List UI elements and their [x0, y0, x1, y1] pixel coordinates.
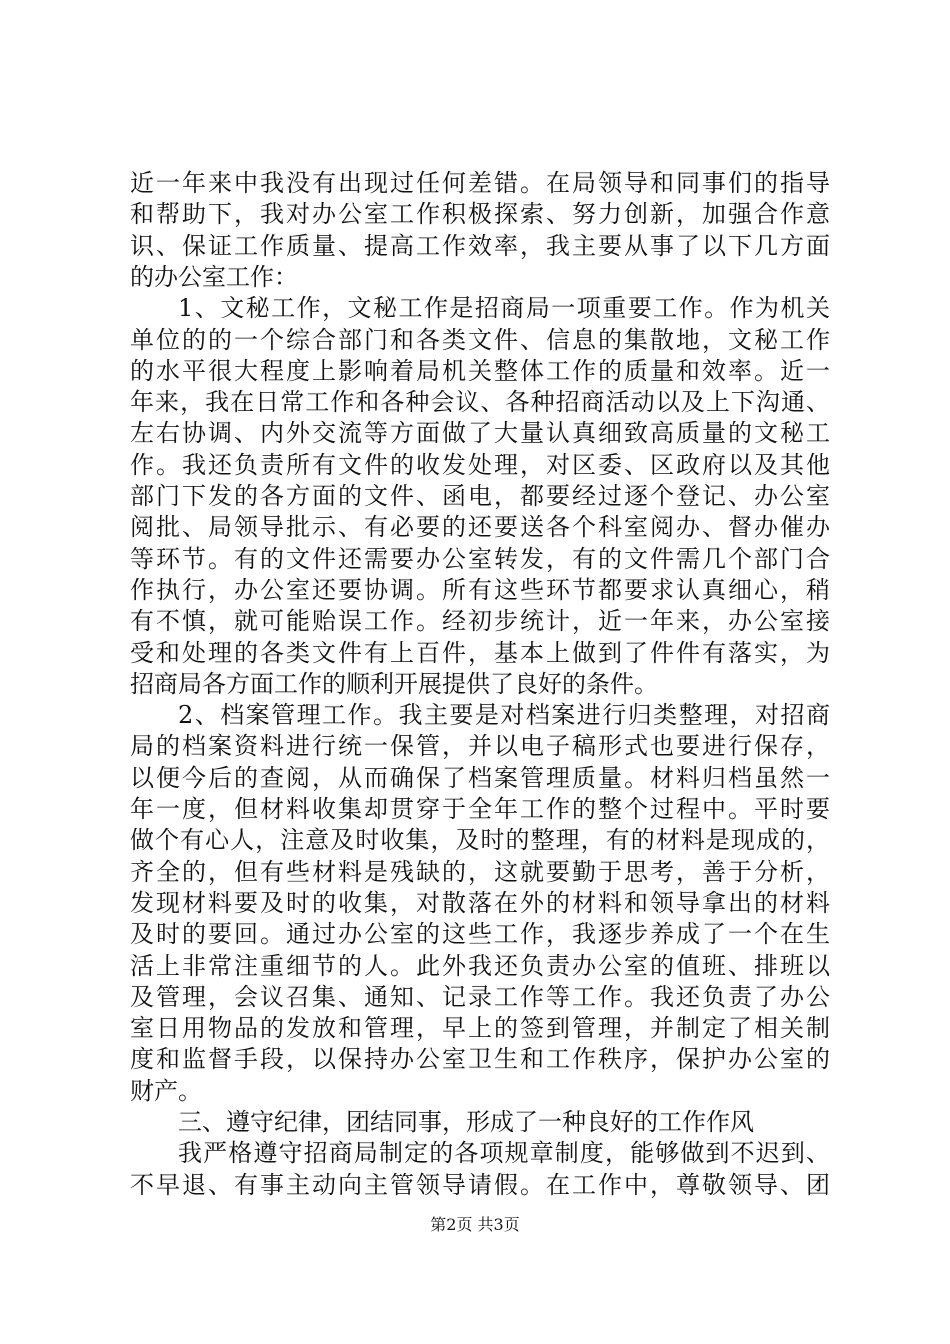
text-line: 发现材料要及时的收集，对散落在外的材料和领导拿出的材料	[130, 888, 830, 917]
text-line: 受和处理的各类文件有上百件，基本上做到了件件有落实，为	[130, 638, 830, 667]
text-line: 近一年来中我没有出现过任何差错。在局领导和同事们的指导	[130, 169, 830, 197]
text-line: 及管理，会议召集、通知、记录工作等工作。我还负责了办公	[130, 982, 830, 1011]
text-line: 齐全的，但有些材料是残缺的，这就要勤于思考，善于分析，	[130, 857, 830, 886]
text-line: 财产。	[130, 1076, 202, 1105]
text-line: 年一度，但材料收集却贯穿于全年工作的整个过程中。平时要	[130, 795, 830, 823]
text-line: 的办公室工作：	[130, 262, 298, 291]
text-line: 局的档案资料进行统一保管，并以电子稿形式也要进行保存，	[130, 732, 830, 761]
text-line: 和帮助下，我对办公室工作积极探索、努力创新，加强合作意	[130, 200, 830, 229]
text-line: 室日用物品的发放和管理，早上的签到管理，并制定了相关制	[130, 1014, 830, 1043]
text-line: 等环节。有的文件还需要办公室转发，有的文件需几个部门合	[130, 544, 830, 573]
text-line: 作。我还负责所有文件的收发处理，对区委、区政府以及其他	[130, 450, 830, 479]
page-footer: 第2页 共3页	[430, 1215, 520, 1234]
text-line: 识、保证工作质量、提高工作效率，我主要从事了以下几方面	[130, 231, 830, 260]
text-line: 部门下发的各方面的文件、函电，都要经过逐个登记、办公室	[130, 482, 830, 510]
text-line: 及时的要回。通过办公室的这些工作，我逐步养成了一个在生	[130, 920, 830, 949]
text-line: 的水平很大程度上影响着局机关整体工作的质量和效率。近一	[130, 356, 830, 385]
text-line: 1、文秘工作，文秘工作是招商局一项重要工作。作为机关	[178, 294, 830, 323]
text-line: 单位的的一个综合部门和各类文件、信息的集散地，文秘工作	[130, 325, 830, 354]
text-line: 度和监督手段，以保持办公室卫生和工作秩序，保护办公室的	[130, 1045, 830, 1074]
text-line: 有不慎，就可能贻误工作。经初步统计，近一年来，办公室接	[130, 607, 830, 636]
text-line: 以便今后的查阅，从而确保了档案管理质量。材料归档虽然一	[130, 763, 830, 792]
text-line: 阅批、局领导批示、有必要的还要送各个科室阅办、督办催办	[130, 513, 830, 542]
text-line: 年来，我在日常工作和各种会议、各种招商活动以及上下沟通、	[130, 388, 830, 417]
text-line: 招商局各方面工作的顺利开展提供了良好的条件。	[130, 669, 658, 698]
text-line: 2、档案管理工作。我主要是对档案进行归类整理，对招商	[178, 701, 830, 730]
text-line: 做个有心人，注意及时收集，及时的整理，有的材料是现成的，	[130, 826, 830, 855]
text-line: 作执行，办公室还要协调。所有这些环节都要求认真细心，稍	[130, 575, 830, 604]
text-line: 左右协调、内外交流等方面做了大量认真细致高质量的文秘工	[130, 419, 830, 448]
text-line: 不早退、有事主动向主管领导请假。在工作中，尊敬领导、团	[130, 1170, 830, 1199]
text-line: 三、遵守纪律，团结同事，形成了一种良好的工作作风	[178, 1108, 754, 1136]
text-line: 活上非常注重细节的人。此外我还负责办公室的值班、排班以	[130, 951, 830, 980]
text-line: 我严格遵守招商局制定的各项规章制度，能够做到不迟到、	[178, 1139, 830, 1168]
